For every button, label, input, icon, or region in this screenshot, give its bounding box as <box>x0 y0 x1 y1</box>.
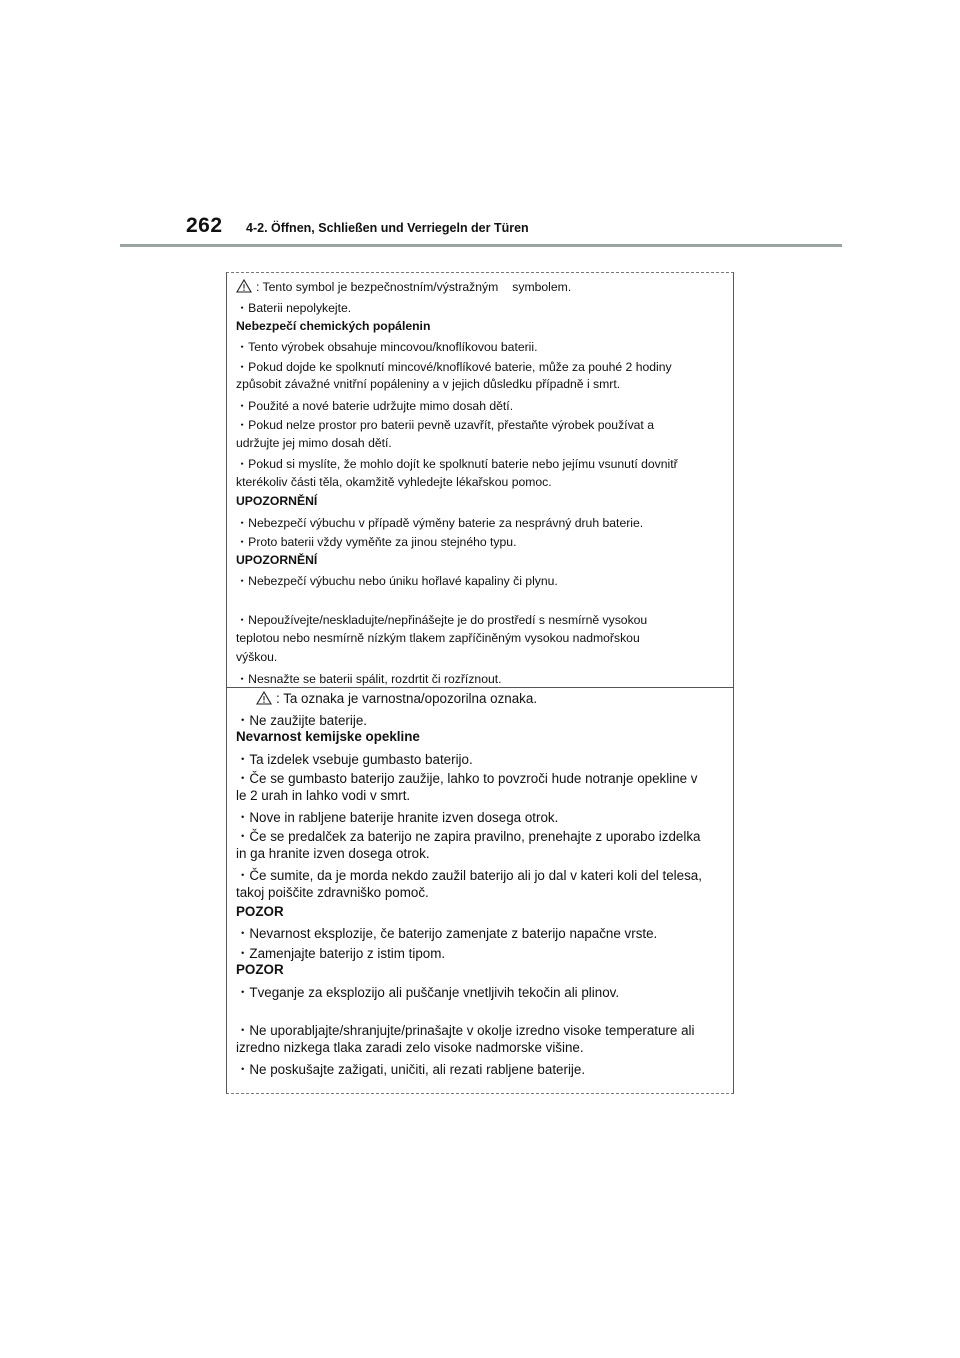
slovenian-text-line: ・Ta izdelek vsebuje gumbasto baterijo. <box>236 751 473 767</box>
slovenian-text-line: ・Če se gumbasto baterijo zaužije, lahko to povzroči hude notranje opekline v <box>236 771 698 787</box>
czech-text-line: ・Pokud nelze prostor pro baterii pevně uzavřít, přestaňte výrobek používat a <box>236 418 654 432</box>
slovenian-text-line: in ga hranite izven dosega otrok. <box>236 845 430 861</box>
slovenian-text-line: takoj poiščite zdravniško pomoč. <box>236 884 429 900</box>
czech-heading: UPOZORNĚNÍ <box>236 494 318 508</box>
slovenian-symbol-note <box>256 691 537 706</box>
slovenian-heading: POZOR <box>236 904 284 919</box>
czech-text-line: ・Pokud dojde ke spolknutí mincové/knoflíkové baterie, může za pouhé 2 hodiny <box>236 359 672 374</box>
czech-text-line: udržujte jej mimo dosah dětí. <box>236 435 392 450</box>
slovenian-text-line: ・Nove in rabljene baterije hranite izven dosega otrok. <box>236 810 559 825</box>
czech-text-line: ・Nebezpečí výbuchu v případě výměny baterie za nesprávný druh baterie. <box>236 515 644 530</box>
header-rule <box>120 244 842 247</box>
czech-text-line: výškou. <box>236 650 278 664</box>
slovenian-text-line: ・Tveganje za eksplozijo ali puščanje vnetljivih tekočin ali plinov. <box>236 984 620 1000</box>
czech-text-line: způsobit závažné vnitřní popáleniny a v jejich důsledku případně i smrt. <box>236 377 621 391</box>
slovenian-warning-box <box>226 687 734 1094</box>
czech-text-line: ・Tento výrobek obsahuje mincovou/knoflíkovou baterii. <box>236 340 538 354</box>
slovenian-text-line: ・Ne uporabljajte/shranjujte/prinašajte v okolje izredno visoke temperature ali <box>236 1023 695 1039</box>
czech-warning-box <box>226 272 734 687</box>
czech-text-line: ・Nesnažte se baterii spálit, rozdrtit či rozříznout. <box>236 671 502 686</box>
czech-heading: UPOZORNĚNÍ <box>236 552 318 567</box>
czech-text-line: ・Pokud si myslíte, že mohlo dojít ke spolknutí baterie nebo jejímu vsunutí dovnitř <box>236 457 678 471</box>
slovenian-text-line: izredno nizkega tlaka zaradi zelo visoke nadmorske višine. <box>236 1039 584 1055</box>
page-number: 262 <box>186 214 223 237</box>
slovenian-text-line: ・Ne poskušajte zažigati, uničiti, ali rezati rabljene baterije. <box>236 1062 586 1078</box>
czech-text-line: teplotou nebo nesmírně nízkým tlakem zapříčiněným vysokou nadmořskou <box>236 630 640 645</box>
warning-triangle-icon <box>256 691 272 705</box>
slovenian-text-line: ・Če sumite, da je morda nekdo zaužil baterijo ali jo dal v kateri koli del telesa, <box>236 868 702 884</box>
czech-symbol-note-text: : Tento symbol je bezpečnostním/výstražným <box>256 280 499 294</box>
section-title: 4-2. Öffnen, Schließen und Verriegeln der Türen <box>246 221 529 235</box>
slovenian-heading: POZOR <box>236 962 284 978</box>
czech-text-line: ・Nebezpečí výbuchu nebo úniku hořlavé kapaliny či plynu. <box>236 574 558 588</box>
slovenian-text-line: ・Če se predalček za baterijo ne zapira pravilno, prenehajte z uporabo izdelka <box>236 829 701 845</box>
slovenian-text-line: ・Nevarnost eksplozije, če baterijo zamenjate z baterijo napačne vrste. <box>236 926 658 942</box>
czech-symbol-note <box>236 279 571 294</box>
czech-heading: Nebezpečí chemických popálenin <box>236 318 431 333</box>
czech-text-line: kterékoliv části těla, okamžitě vyhledejte lékařskou pomoc. <box>236 474 552 489</box>
slovenian-heading: Nevarnost kemijske opekline <box>236 729 420 745</box>
czech-text-line: ・Proto baterii vždy vyměňte za jinou stejného typu. <box>236 535 517 549</box>
slovenian-text-line: ・Ne zaužijte baterije. <box>236 713 367 728</box>
czech-text-line: ・Baterii nepolykejte. <box>236 301 352 315</box>
slovenian-symbol-note-text: : Ta oznaka je varnostna/opozorilna oznaka. <box>276 691 538 706</box>
slovenian-text-line: ・Zamenjajte baterijo z istim tipom. <box>236 945 446 961</box>
czech-symbol-note-tail: symbolem. <box>512 280 572 294</box>
slovenian-text-line: le 2 urah in lahko vodi v smrt. <box>236 787 411 803</box>
czech-text-line: ・Nepoužívejte/neskladujte/nepřinášejte je do prostředí s nesmírně vysokou <box>236 613 648 627</box>
warning-triangle-icon <box>236 279 252 293</box>
czech-text-line: ・Použité a nové baterie udržujte mimo dosah dětí. <box>236 398 514 413</box>
